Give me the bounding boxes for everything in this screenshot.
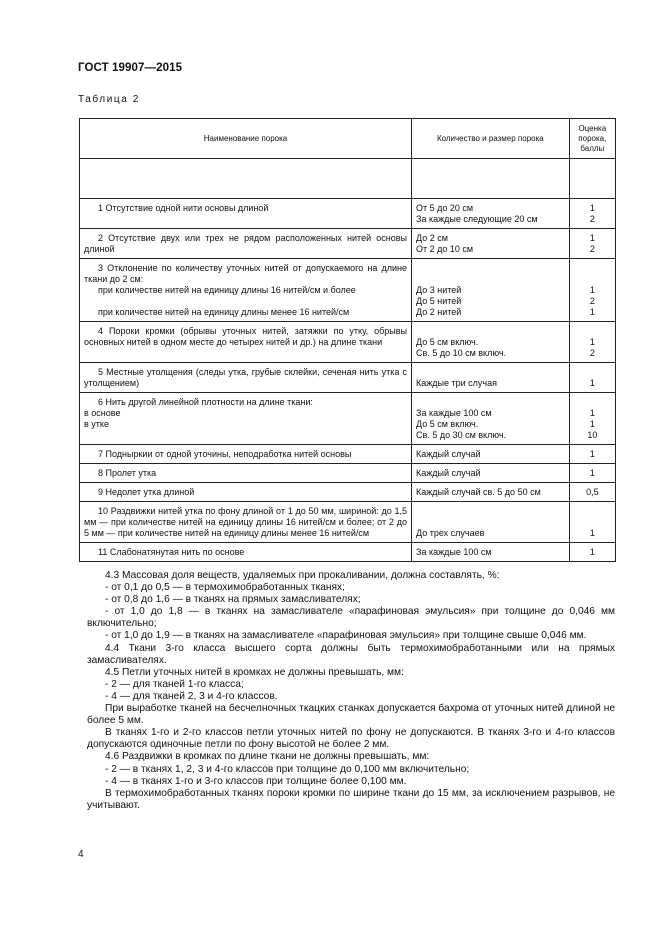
defect-score: 2 bbox=[589, 244, 595, 254]
list-item: - 2 — для тканей 1-го класса; bbox=[105, 678, 244, 690]
defect-score: 1 bbox=[589, 233, 595, 243]
paragraph-4-4: 4.4 Ткани 3-го класса высшего сорта должны быть термохимобработанными или на прямых замасливателях. bbox=[87, 642, 615, 666]
paragraph-4-5: 4.5 Петли уточных нитей в кромках не должны превышать, мм: bbox=[105, 666, 404, 678]
defect-score: 0,5 bbox=[586, 487, 599, 497]
list-item: - от 1,0 до 1,8 — в тканях на замасливателе «парафиновая эмульсия» при толщине до 0,046 мм включительно; bbox=[87, 606, 615, 630]
defect-qty: За каждые 100 см bbox=[416, 408, 492, 418]
table-header-row bbox=[80, 119, 616, 159]
defect-qty: Каждые три случая bbox=[416, 378, 498, 388]
defect-qty: До 2 см bbox=[416, 233, 448, 243]
defect-score: 1 bbox=[589, 203, 595, 213]
defect-name: 11 Слабонатянутая нить по основе bbox=[98, 547, 245, 557]
defect-qty: До 5 см включ. bbox=[416, 419, 479, 429]
defect-score: 1 bbox=[589, 468, 595, 478]
paragraph-4-6: 4.6 Раздвижки в кромках по длине ткани не должны превышать, мм: bbox=[105, 751, 430, 763]
table-row bbox=[80, 502, 616, 543]
body-text bbox=[87, 570, 615, 812]
defect-name: 5 Местные утолщения (следы утка, грубые склейки, сеченая нить утка с утолщением) bbox=[80, 363, 412, 393]
defect-name: 1 Отсутствие одной нити основы длиной bbox=[98, 203, 269, 213]
defect-qty: Каждый случай св. 5 до 50 см bbox=[416, 487, 541, 497]
list-item: - от 0,1 до 0,5 — в термохимобработанных тканях; bbox=[105, 582, 345, 594]
defect-subitem: при количестве нитей на единицу длины 16 нитей/см и более bbox=[98, 285, 356, 295]
defect-score: 2 bbox=[589, 296, 595, 306]
list-item: - 4 — для тканей 2, 3 и 4-го классов. bbox=[105, 690, 278, 702]
defect-name: 3 Отклонение по количеству уточных нитей от допускаемого на длине ткани до 2 см: bbox=[84, 263, 408, 284]
defect-score: 1 bbox=[589, 408, 595, 418]
defect-score: 10 bbox=[587, 430, 598, 440]
list-item: - 2 — в тканях 1, 2, 3 и 4-го классов при толщине до 0,100 мм включительно; bbox=[105, 763, 470, 775]
defect-score: 1 bbox=[589, 419, 595, 429]
defect-score: 1 bbox=[589, 378, 595, 388]
paragraph-4-3: 4.3 Массовая доля веществ, удаляемых при прокаливании, должна составлять, %: bbox=[105, 570, 500, 581]
defect-score: 2 bbox=[589, 214, 595, 224]
table-row bbox=[80, 445, 616, 464]
list-item: - 4 — в тканях 1-го и 3-го классов при толщине более 0,100 мм. bbox=[105, 775, 407, 787]
defect-score: 2 bbox=[589, 348, 595, 358]
defect-score: 1 bbox=[589, 337, 595, 347]
defect-qty: От 2 до 10 см bbox=[416, 244, 474, 254]
defects-table bbox=[79, 118, 616, 562]
table-row bbox=[80, 199, 616, 229]
defect-name: 9 Недолет утка длиной bbox=[98, 487, 195, 497]
defect-subitem: в основе bbox=[84, 408, 121, 418]
defect-name: 6 Нить другой линейной плотности на длине ткани: bbox=[98, 397, 313, 407]
defect-name: 4 Пороки кромки (обрывы уточных нитей, затяжки по утку, обрывы основных нитей в одном месте до четырех нитей и др.) на длине ткани bbox=[80, 322, 412, 363]
defect-subitem: при количестве нитей на единицу длины менее 16 нитей/см bbox=[98, 307, 350, 317]
defect-qty: До 2 нитей bbox=[416, 307, 462, 317]
defect-score: 1 bbox=[589, 449, 595, 459]
defect-qty: Каждый случай bbox=[416, 449, 481, 459]
table-caption: Таблица 2 bbox=[78, 94, 140, 105]
defect-qty: До 3 нитей bbox=[416, 285, 462, 295]
defect-score: 1 bbox=[589, 307, 595, 317]
table-row bbox=[80, 483, 616, 502]
defect-qty: От 5 до 20 см bbox=[416, 203, 474, 213]
table-row bbox=[80, 543, 616, 562]
defect-qty: До трех случаев bbox=[416, 528, 485, 538]
table-row bbox=[80, 259, 616, 322]
page-number: 4 bbox=[78, 849, 84, 860]
header-gap-row bbox=[80, 159, 616, 199]
defect-score: 1 bbox=[589, 285, 595, 295]
table-row bbox=[80, 322, 616, 363]
table-row bbox=[80, 464, 616, 483]
table-row bbox=[80, 229, 616, 259]
defect-qty: До 5 нитей bbox=[416, 296, 462, 306]
paragraph: В тканях 1-го и 2-го классов петли уточных нитей по фону не допускаются. В тканях 3-го и 4-го классов допускаются одиночные петли по фону высотой не более 2 мм. bbox=[87, 727, 615, 751]
defect-name: 8 Пролет утка bbox=[98, 468, 157, 478]
defect-qty: До 5 см включ. bbox=[416, 337, 479, 347]
list-item: - от 1,0 до 1,9 — в тканях на замасливателе «парафиновая эмульсия» при толщине свыше 0,046 мм. bbox=[105, 630, 587, 642]
defect-score: 1 bbox=[589, 547, 595, 557]
defect-score: 1 bbox=[589, 528, 595, 538]
header-defect-name: Наименование порока bbox=[80, 119, 412, 159]
defect-name: 2 Отсутствие двух или трех не рядом расположенных нитей основы длиной bbox=[80, 229, 412, 259]
paragraph: В термохимобработанных тканях пороки кромки по ширине ткани до 15 мм, за исключением разрывов, не учитывают. bbox=[87, 787, 615, 811]
defect-name: 10 Раздвижки нитей утка по фону длиной от 1 до 50 мм, шириной: до 1,5 мм — при количестве нитей на единицу длины 16 нитей/см и более; от 2 до 5 мм — при количестве нитей на единицу длины менее 16 нитей/см bbox=[80, 502, 412, 543]
defect-name: 7 Подныркии от одной уточины, неподработка нитей основы bbox=[98, 449, 352, 459]
defect-qty: За каждые 100 см bbox=[416, 547, 492, 557]
header-defect-quantity: Количество и размер порока bbox=[412, 119, 570, 159]
table-row bbox=[80, 363, 616, 393]
header-defect-score: Оценка порока, баллы bbox=[569, 119, 615, 159]
defect-qty: Св. 5 до 10 см включ. bbox=[416, 348, 507, 358]
paragraph: При выработке тканей на бесчелночных ткацких станках допускается бахрома от уточных нитей длиной не более 5 мм. bbox=[87, 703, 615, 727]
defect-qty: Каждый случай bbox=[416, 468, 481, 478]
document-header: ГОСТ 19907—2015 bbox=[78, 62, 183, 74]
defect-qty: Св. 5 до 30 см включ. bbox=[416, 430, 507, 440]
defect-qty: За каждые следующие 20 см bbox=[416, 214, 538, 224]
table-row bbox=[80, 393, 616, 445]
defect-subitem: в утке bbox=[84, 419, 109, 429]
list-item: - от 0,8 до 1,6 — в тканях на прямых замасливателях; bbox=[105, 594, 361, 606]
